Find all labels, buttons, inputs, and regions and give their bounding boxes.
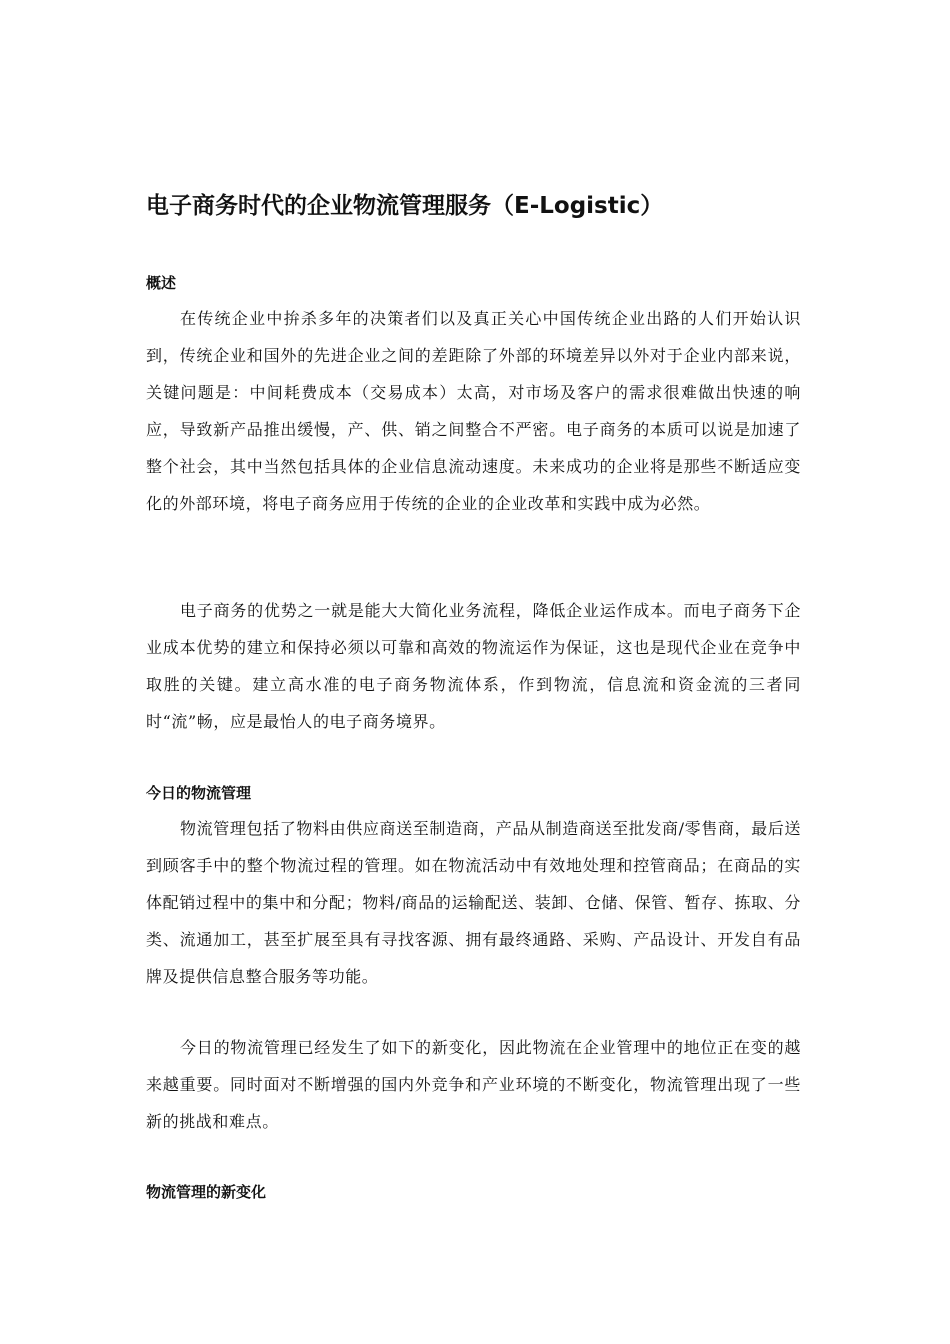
overview-paragraph-2: 电子商务的优势之一就是能大大简化业务流程，降低企业运作成本。而电子商务下企业成本优势的建立和保持必须以可靠和高效的物流运作为保证，这也是现代企业在竞争中取胜的关键。建立高水准的电子商务物流体系，作到物流，信息流和资金流的三者同时“流”畅，应是最怡人的电子商务境界。 [146,601,801,731]
section-heading-overview: 概述 [146,274,177,292]
section-heading-logistics-today: 今日的物流管理 [146,784,252,802]
overview-paragraph-1: 在传统企业中拚杀多年的决策者们以及真正关心中国传统企业出路的人们开始认识到，传统企业和国外的先进企业之间的差距除了外部的环境差异以外对于企业内部来说，关键问题是：中间耗费成本（交易成本）太高，对市场及客户的需求很难做出快速的响应，导致新产品推出缓慢，产、供、销之间整合不严密。电子商务的本质可以说是加速了整个社会，其中当然包括具体的企业信息流动速度。未来成功的企业将是那些不断适应变化的外部环境，将电子商务应用于传统的企业的企业改革和实践中成为必然。 [146,309,801,513]
logistics-today-paragraph-1: 物流管理包括了物料由供应商送至制造商，产品从制造商送至批发商/零售商，最后送到顾客手中的整个物流过程的管理。如在物流活动中有效地处理和控管商品；在商品的实体配销过程中的集中和分配；物料/商品的运输配送、装卸、仓储、保管、暂存、拣取、分类、流通加工，甚至扩展至具有寻找客源、拥有最终通路、采购、产品设计、开发自有品牌及提供信息整合服务等功能。 [146,819,801,986]
section-heading-new-changes: 物流管理的新变化 [146,1183,267,1201]
document-title: 电子商务时代的企业物流管理服务（E-Logistic） [146,193,664,219]
logistics-today-paragraph-2: 今日的物流管理已经发生了如下的新变化，因此物流在企业管理中的地位正在变的越来越重要。同时面对不断增强的国内外竞争和产业环境的不断变化，物流管理出现了一些新的挑战和难点。 [146,1038,801,1131]
